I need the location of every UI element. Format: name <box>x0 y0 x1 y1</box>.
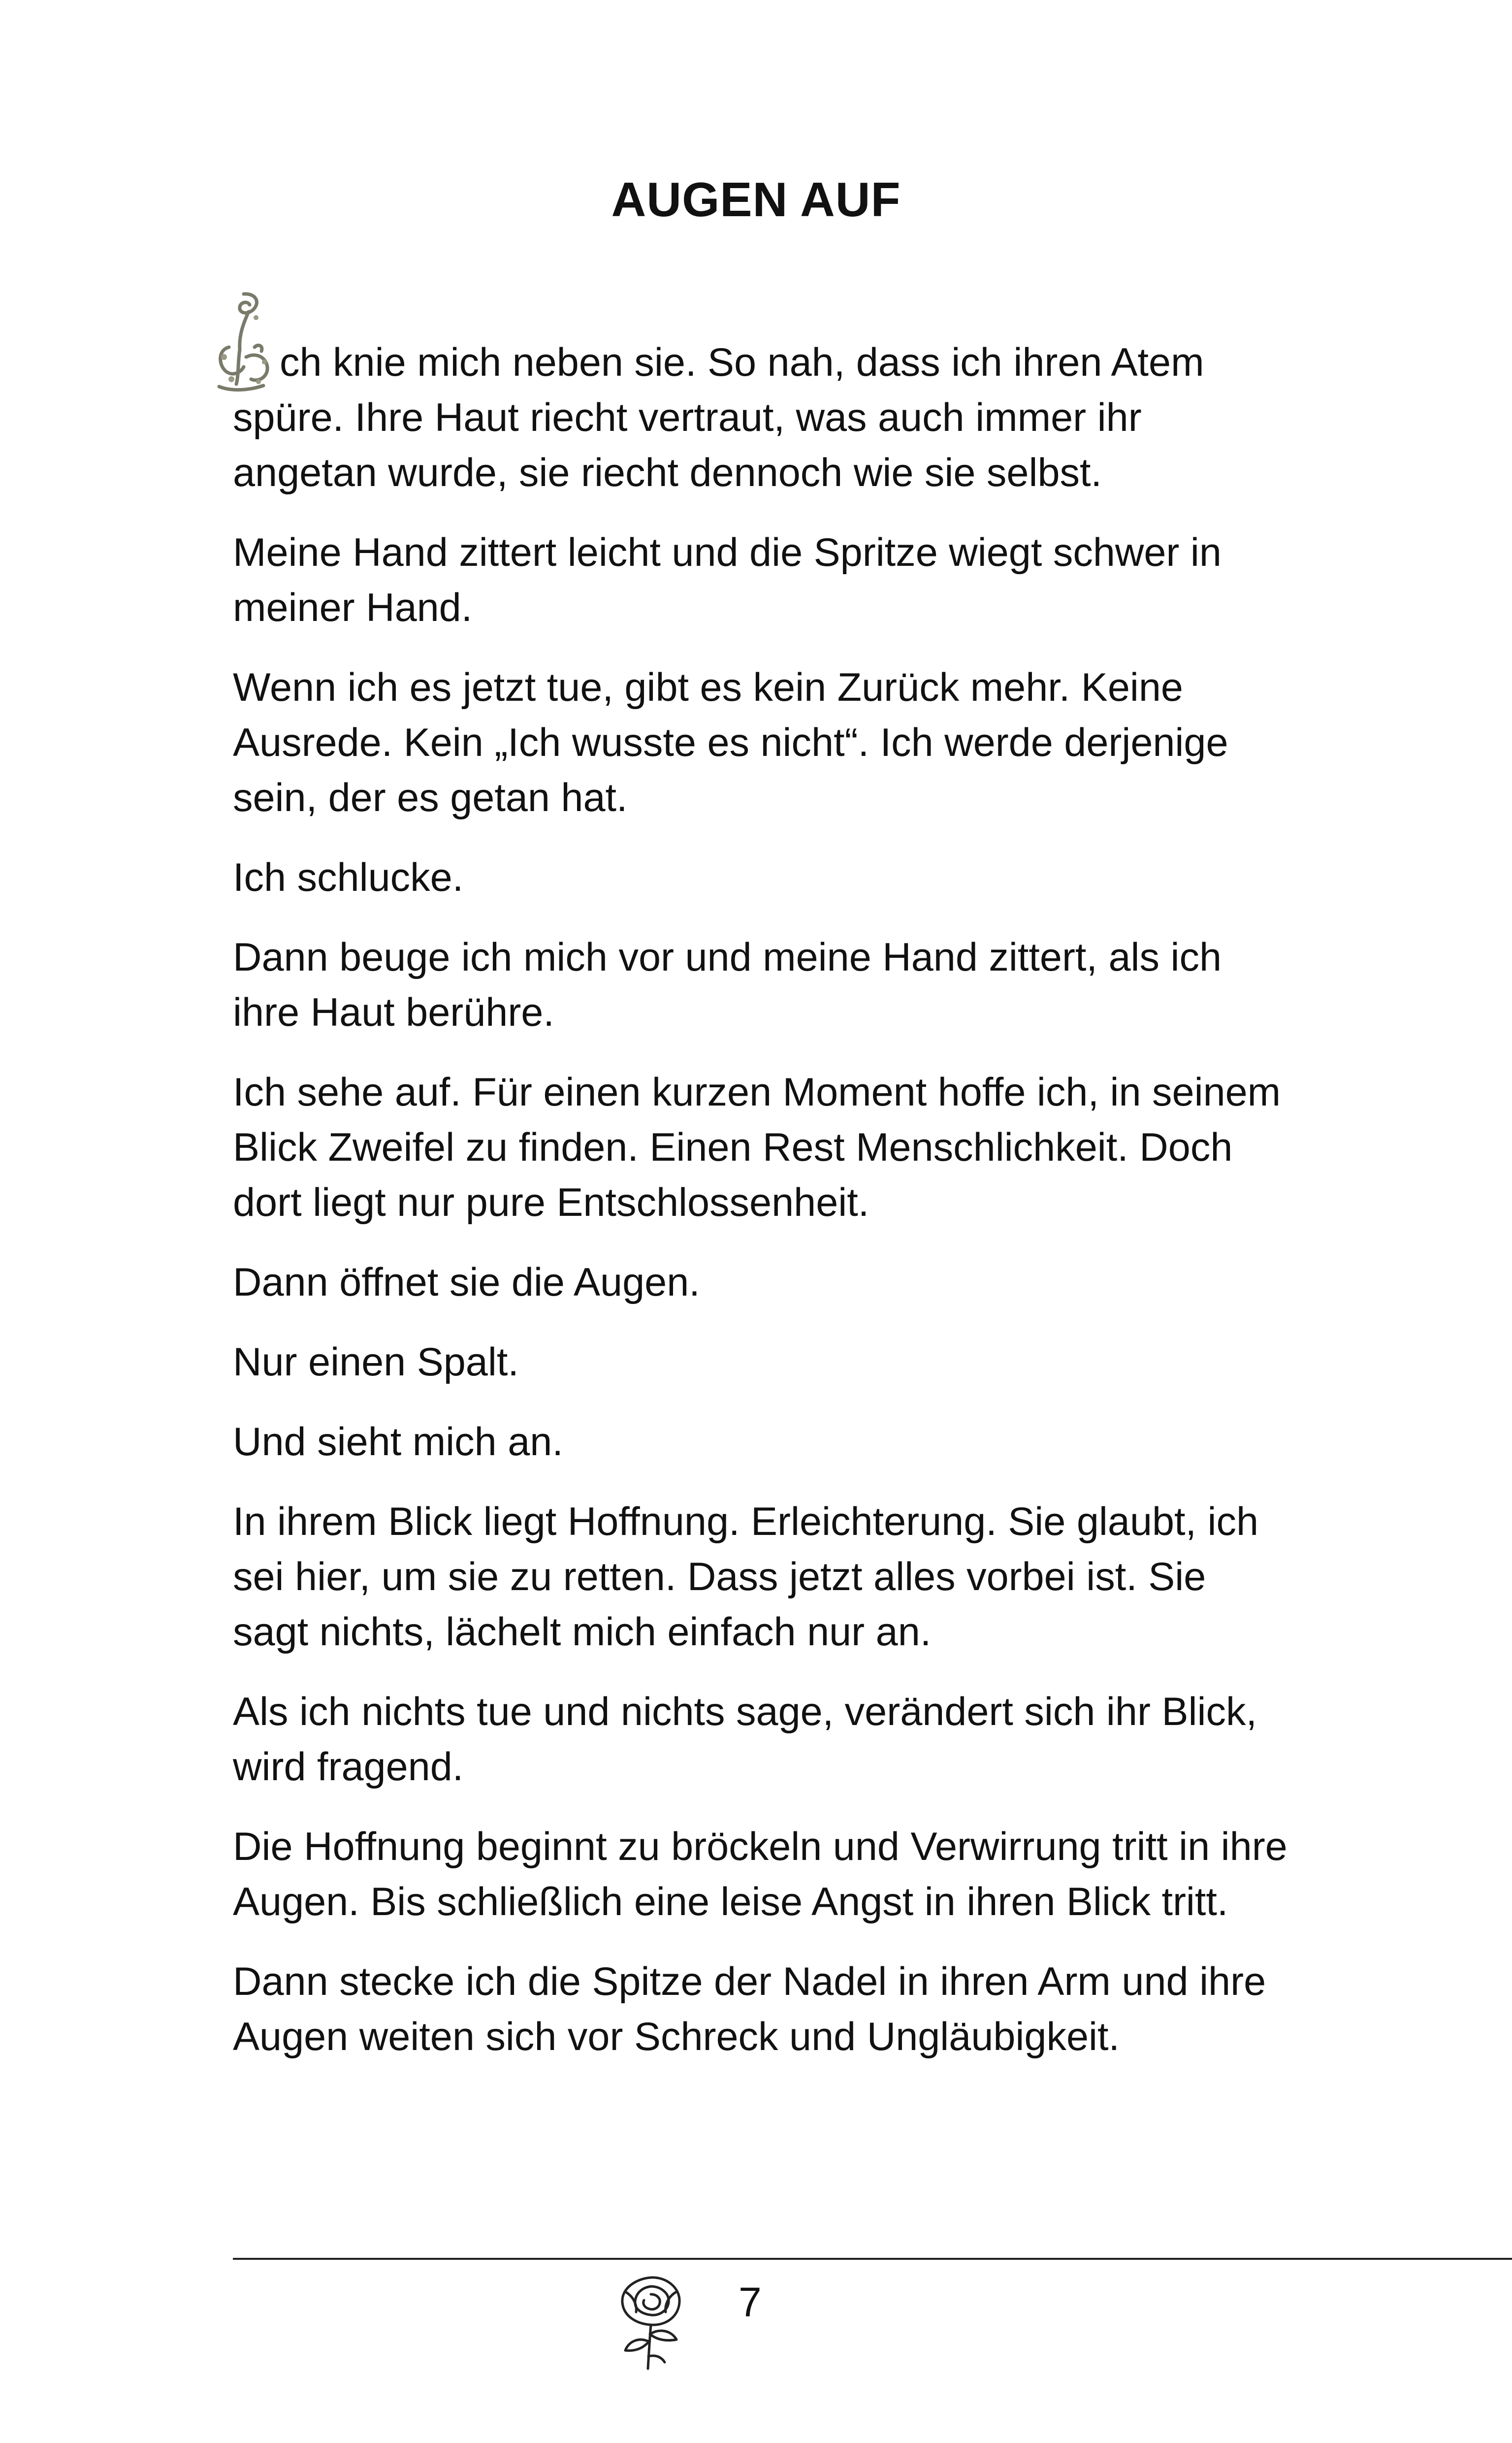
paragraph: In ihrem Blick liegt Hoffnung. Erleichterung. Sie glaubt, ich sei hier, um sie zu retten. Dass jetzt alles vorbei ist. Sie sagt nichts, lächelt mich einfach nur an. <box>233 1499 1259 1654</box>
paragraph: Ich schlucke. <box>233 855 464 900</box>
chapter-title: AUGEN AUF <box>611 172 901 227</box>
page-number: 7 <box>739 2279 762 2325</box>
chapter-body <box>233 335 1291 2089</box>
paragraph: Nur einen Spalt. <box>233 1340 519 1384</box>
paragraph: Die Hoffnung beginnt zu bröckeln und Verwirrung tritt in ihre Augen. Bis schließlich eine leise Angst in ihren Blick tritt. <box>233 1824 1287 1924</box>
paragraph: Und sieht mich an. <box>233 1420 563 1464</box>
paragraph: Meine Hand zittert leicht und die Spritze wiegt schwer in meiner Hand. <box>233 530 1222 630</box>
paragraph: Dann öffnet sie die Augen. <box>233 1260 700 1304</box>
paragraph: Als ich nichts tue und nichts sage, verändert sich ihr Blick, wird fragend. <box>233 1690 1257 1789</box>
paragraph: Dann stecke ich die Spitze der Nadel in ihren Arm und ihre Augen weiten sich vor Schreck und Ungläubigkeit. <box>233 1959 1266 2059</box>
paragraph: Dann beuge ich mich vor und meine Hand zittert, als ich ihre Haut berühre. <box>233 935 1222 1035</box>
paragraph: Ich sehe auf. Für einen kurzen Moment hoffe ich, in seinem Blick Zweifel zu finden. Einen Rest Menschlichkeit. Doch dort liegt nur pure Entschlossenheit. <box>233 1070 1281 1225</box>
paragraph: ch knie mich neben sie. So nah, dass ich ihren Atem spüre. Ihre Haut riecht vertraut, was auch immer ihr angetan wurde, sie riecht dennoch wie sie selbst. <box>233 340 1204 495</box>
paragraph: Wenn ich es jetzt tue, gibt es kein Zurück mehr. Keine Ausrede. Kein „Ich wusste es nicht“. Ich werde derjenige sein, der es getan hat. <box>233 665 1228 820</box>
footer-rule <box>233 2258 1512 2260</box>
rose-icon <box>607 2268 695 2374</box>
